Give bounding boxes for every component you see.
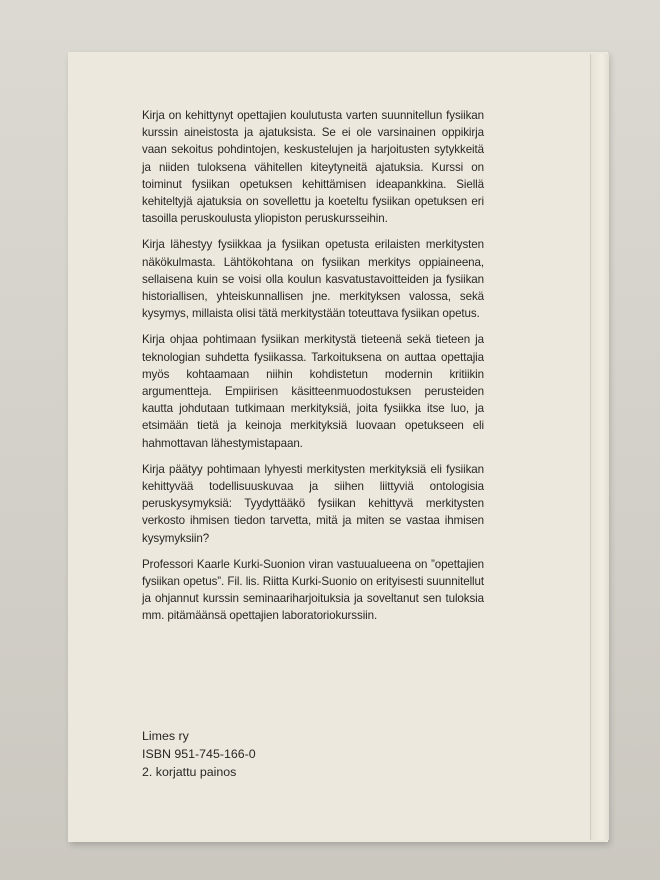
blurb-paragraph-4: Kirja päätyy pohtimaan lyhyesti merkitysten merkityksiä eli fysiikan kehittyvää todellisuuskuvaa ja siihen liittyviä ontologisia peruskysymyksiä: Tyydyttääkö fysiikan kehittyvä merkitysten verkosto ihmisen tiedon tarvetta, mitä ja miten se vastaa ihmisen kysymyksiin? <box>142 462 484 545</box>
blurb-text <box>142 107 484 634</box>
blurb-paragraph-3: Kirja ohjaa pohtimaan fysiikan merkitystä tieteenä sekä tieteen ja teknologian suhdetta fysiikassa. Tarkoituksena on auttaa opettajia myös kohtaamaan niihin kohdistetun modernin kritiikin argumentteja. Empiirisen käsitteenmuodostuksen perusteiden kautta johdutaan tutkimaan merkityksiä, joita fysiikka itse luo, ja etsimään tietä ja keinoja merkityksiä luovaan opetukseen eli hahmottavan lähestymistapaan. <box>142 333 484 450</box>
publisher-block <box>142 727 342 781</box>
blurb-paragraph-2: Kirja lähestyy fysiikkaa ja fysiikan opetusta erilaisten merkitysten näkökulmasta. Lähtökohtana on fysiikan merkitys oppiaineena, sellaisena kuin se voisi olla koulun kasvatustavoitteiden ja fysiikan historiallisen, yhteiskunnallisen jne. merkityksen valossa, sekä kysymys, millaista olisi tätä merkitystään toteuttava fysiikan opetus. <box>142 238 484 321</box>
blurb-paragraph-1: Kirja on kehittynyt opettajien koulutusta varten suunnitellun fysiikan kurssin aineistosta ja ajatuksista. Se ei ole varsinainen oppikirja vaan sekoitus pohdintojen, keskustelujen ja harjoitusten sytykkeitä ja niiden tuloksena vähitellen kiteytyneitä ajatuksia. Kurssi on toiminut fysiikan opetuksen kehittämisen ideapankkina. Siellä kehiteltyjä ajatuksia on sovellettu ja koeteltu fysiikan opetuksen eri tasoilla peruskoulusta yliopiston peruskursseihin. <box>142 109 484 226</box>
isbn: ISBN 951-745-166-0 <box>142 747 256 761</box>
author-note: Professori Kaarle Kurki-Suonion viran vastuualueena on ”opettajien fysiikan opetus”. Fil. lis. Riitta Kurki-Suonio on erityisesti suunnitellut ja ohjannut kurssin seminaariharjoituksia ja soveltanut sen tuloksia mm. pitämäänsä opettajien laboratoriokurssiin. <box>142 557 484 623</box>
publisher-name: Limes ry <box>142 729 189 743</box>
book-page-edges <box>590 54 609 840</box>
edition: 2. korjattu painos <box>142 765 237 779</box>
